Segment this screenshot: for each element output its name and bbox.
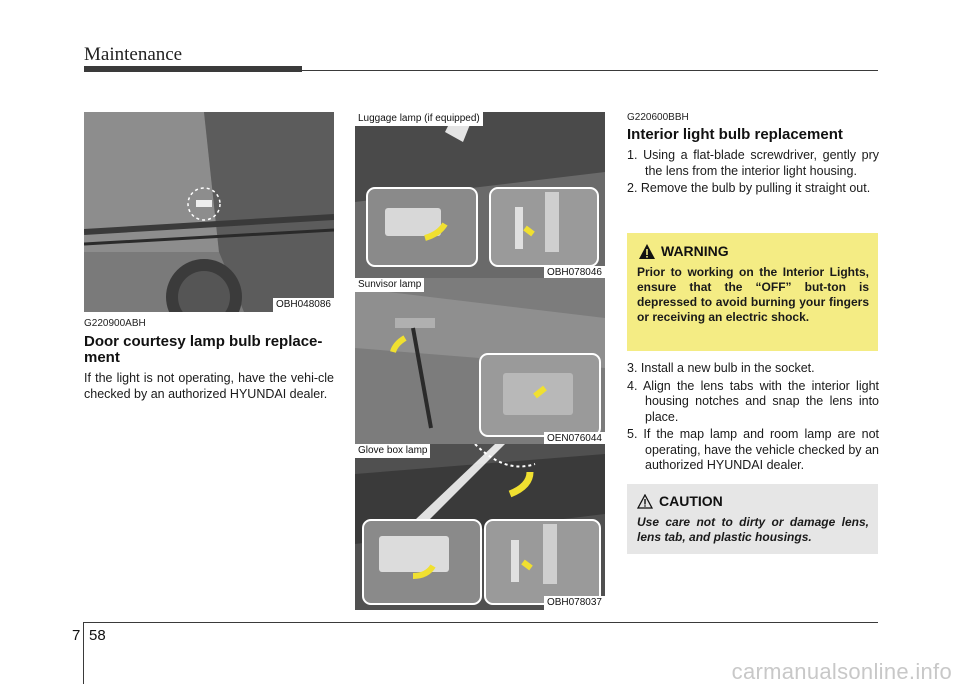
figure-code: OBH078037 (544, 596, 605, 610)
step-item: 4. Align the lens tabs with the interior light housing notches and snap the lens into place. (627, 378, 879, 424)
warning-box (627, 233, 878, 351)
caution-text: Use care not to dirty or damage lens, lens tab, and plastic housings. (637, 515, 869, 544)
caution-box (627, 484, 878, 554)
header-rule (302, 70, 878, 71)
figure-code: OBH078046 (544, 266, 605, 280)
warning-triangle-icon (639, 244, 655, 259)
header-title: Maintenance (84, 44, 183, 65)
step-item: 2. Remove the bulb by pulling it straight out. (627, 181, 871, 195)
section-heading: Interior light bulb replacement (627, 126, 843, 143)
page-number: 58 (89, 627, 106, 644)
figure-label: Glove box lamp (355, 444, 430, 458)
figure-code: OBH048086 (273, 298, 334, 312)
glove-box-lamp-figure (355, 444, 605, 610)
warning-text: Prior to working on the Interior Lights, ensure that the “OFF” but-ton is depressed to avoid burning your fingers or receiving an electric shock. (637, 265, 869, 324)
section-code: G220600BBH (627, 112, 689, 123)
section-code: G220900ABH (84, 318, 146, 329)
figure-label: Luggage lamp (if equipped) (355, 112, 483, 126)
caution-title: CAUTION (659, 493, 723, 509)
figure-label: Sunvisor lamp (355, 278, 424, 292)
sunvisor-lamp-illustration (355, 278, 605, 446)
step-item: 1. Using a flat-blade screwdriver, gently pry the lens from the interior light housing. (627, 148, 879, 178)
caution-triangle-icon (637, 494, 653, 509)
door-illustration (84, 112, 334, 312)
section-body: If the light is not operating, have the vehi-cle checked by an authorized HYUNDAI dealer. (84, 371, 334, 401)
footer-divider (83, 622, 84, 684)
sunvisor-lamp-figure (355, 278, 605, 446)
warning-title: WARNING (661, 243, 729, 259)
steps-list-b (627, 361, 879, 476)
section-heading: Door courtesy lamp bulb replace- ment (84, 333, 323, 366)
luggage-lamp-figure (355, 112, 605, 280)
watermark: carmanualsonline.info (731, 659, 952, 684)
figure-code: OEN076044 (544, 432, 605, 446)
header-bar (84, 66, 302, 72)
footer-rule (84, 622, 878, 623)
chapter-number: 7 (72, 627, 81, 644)
step-item: 5. If the map lamp and room lamp are not operating, have the vehicle checked by an authorized HYUNDAI dealer. (627, 427, 879, 472)
door-courtesy-lamp-figure (84, 112, 334, 312)
glove-box-lamp-illustration (355, 444, 605, 610)
luggage-lamp-illustration (355, 112, 605, 280)
steps-list-a (627, 148, 879, 199)
step-item: 3. Install a new bulb in the socket. (627, 361, 815, 375)
